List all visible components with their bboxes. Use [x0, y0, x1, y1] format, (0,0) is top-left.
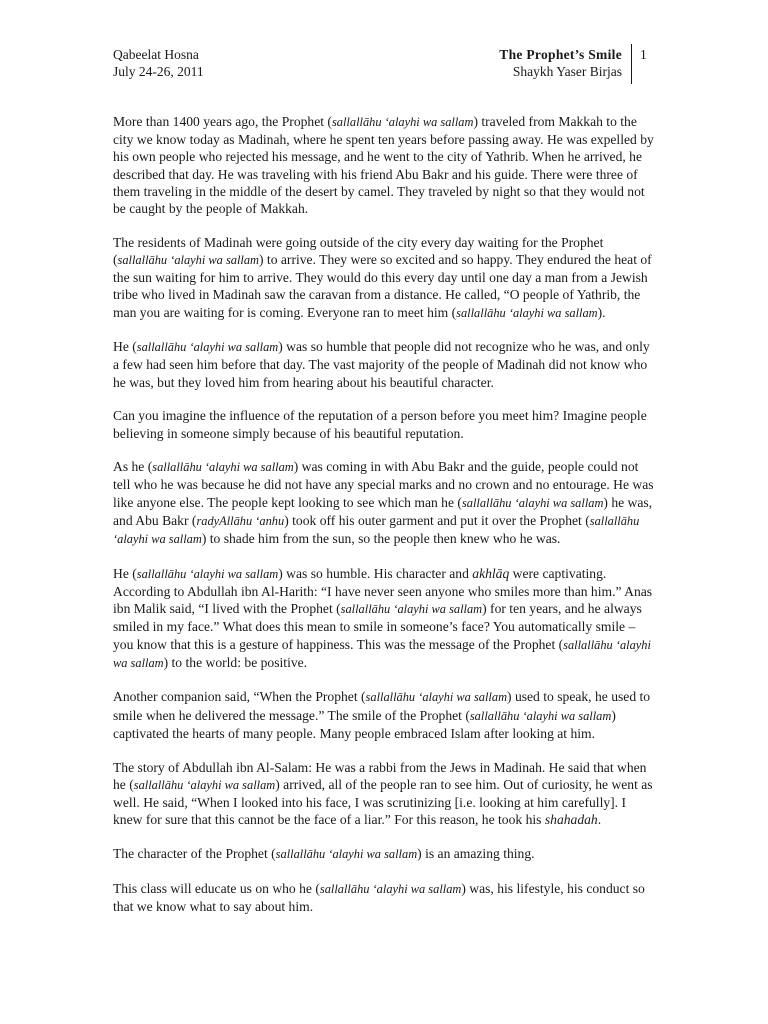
- honorific-text: sallallāhu ‘alayhi wa sallam: [340, 602, 483, 617]
- text-run: He (: [113, 339, 137, 355]
- honorific-text: sallallāhu ‘alayhi wa sallam: [113, 637, 651, 670]
- text-run: Can you imagine the influence of the reputation of a person before you meet him? Imagine people believing in someone simply because of his beautiful reputation.: [113, 408, 647, 441]
- text-run: This class will educate us on who he (: [113, 880, 320, 896]
- honorific-text: sallallāhu ‘alayhi wa sallam: [117, 252, 259, 267]
- page-number: 1: [640, 47, 647, 62]
- honorific-text: sallallāhu ‘alayhi wa sallam: [113, 513, 640, 547]
- header-date: July 24-26, 2011: [113, 64, 204, 79]
- honorific-text: sallallāhu ‘alayhi wa sallam: [469, 708, 612, 723]
- text-run: The character of the Prophet (: [113, 845, 276, 861]
- honorific-text: sallallāhu ‘alayhi wa sallam: [331, 115, 474, 129]
- text-run: He (: [113, 565, 137, 581]
- honorific-text: sallallāhu ‘alayhi wa sallam: [365, 690, 508, 705]
- text-run: Another companion said, “When the Prophet (: [113, 689, 366, 705]
- text-run: ) was so humble that people did not recognize who he was, and only a few had seen him before that day. The vast majority of the people of Madinah did not know who he was, but they loved him from hearing about his beautiful character.: [113, 339, 650, 390]
- text-run: ) to shade him from the sun, so the people then knew who he was.: [201, 531, 561, 547]
- text-run: The story of Abdullah ibn Al-Salam: He was a rabbi from the Jews in Madinah. He said that when he (: [113, 759, 647, 792]
- text-run: ) was so humble. His character and: [278, 565, 473, 581]
- body-text: [113, 113, 658, 932]
- text-run: ) used to speak, he used to smile when he delivered the message.” The smile of the Prophet (: [113, 689, 651, 723]
- text-run: As he (: [113, 459, 153, 475]
- text-run: ) for ten years, and he always smiled in my face.” What does this mean to smile in someone’s face? You automatically smile – you know that this is a gesture of happiness. This was the message of the Prophet (: [113, 601, 642, 652]
- honorific-text: sallallāhu ‘alayhi wa sallam: [319, 881, 462, 896]
- honorific-text: sallallāhu ‘alayhi wa sallam: [275, 846, 418, 861]
- text-run: More than 1400 years ago, the Prophet (: [113, 114, 332, 129]
- text-run: ) to arrive. They were so excited and so happy. They endured the heat of the sun waiting for him to arrive. They would do this every day until one day a man from a Jewish tribe who lived in Madinah saw the caravan from a distance. He called, “O people of Yathrib, the man you are waiting for is coming. Everyone ran to meet him (: [113, 251, 652, 320]
- italic-term: akhlāq: [472, 565, 510, 581]
- text-run: ) was, his lifestyle, his conduct so that we know what to say about him.: [113, 880, 645, 914]
- document-title: The Prophet’s Smile: [499, 47, 622, 62]
- header-speaker: Shaykh Yaser Birjas: [512, 64, 622, 79]
- text-run: ) arrived, all of the people ran to see him. Out of curiosity, he went as well. He said, “When I looked into his face, I was scrutinizing [i.e. looking at him carefully]. I knew for sure that this cannot be the face of a liar.” For this reason, he took his: [113, 776, 653, 828]
- text-run: ) captivated the hearts of many people. Many people embraced Islam after looking at him.: [113, 707, 616, 741]
- paragraph: [113, 407, 658, 441]
- paragraph: [113, 565, 658, 672]
- header-author: Qabeelat Hosna: [113, 47, 199, 62]
- header-divider: [631, 44, 632, 84]
- text-run: The residents of Madinah were going outside of the city every day waiting for the Prophet (: [113, 234, 604, 267]
- honorific-text: sallallāhu ‘alayhi wa sallam: [461, 495, 604, 510]
- honorific-text: sallallāhu ‘alayhi wa sallam: [136, 340, 279, 355]
- paragraph: [113, 759, 658, 829]
- paragraph: [113, 234, 658, 322]
- text-run: ) was coming in with Abu Bakr and the guide, people could not tell who he was because he did not have any special marks and no crown and no entourage. He was like anyone else. The people kept looking to see which man he (: [113, 459, 654, 510]
- honorific-text: sallallāhu ‘alayhi wa sallam: [136, 566, 279, 581]
- paragraph: [113, 338, 658, 391]
- text-run: .: [597, 812, 602, 828]
- honorific-text: radyAllāhu ‘anhu: [196, 513, 285, 528]
- honorific-text: sallallāhu ‘alayhi wa sallam: [152, 460, 294, 475]
- text-run: ).: [597, 304, 606, 320]
- italic-term: shahadah: [544, 812, 598, 828]
- header-right: [499, 46, 622, 80]
- paragraph: [113, 458, 658, 548]
- paragraph: [113, 688, 658, 742]
- text-run: were captivating. According to Abdullah ibn Al-Harith: “I have never seen anyone who smiles more than him.” Anas ibn Malik said, “I lived with the Prophet (: [113, 565, 653, 617]
- text-run: ) is an amazing thing.: [417, 845, 535, 861]
- paragraph: [113, 845, 658, 863]
- text-run: ) took off his outer garment and put it over the Prophet (: [284, 512, 590, 528]
- text-run: ) traveled from Makkah to the city we know today as Madinah, where he spent ten years before passing away. He was expelled by his own people who rejected his message, and he went to the city of Yathrib. When he arrived, he described that day. He was traveling with his friend Abu Bakr and his guide. There were three of them traveling in the middle of the desert by camel. They traveled by night so that they would not be caught by the people of Makkah.: [113, 114, 654, 217]
- header-left: [113, 46, 204, 80]
- text-run: ) to the world: be positive.: [163, 654, 308, 670]
- paragraph: [113, 113, 658, 217]
- paragraph: [113, 880, 658, 915]
- text-run: ) he was, and Abu Bakr (: [113, 494, 653, 528]
- honorific-text: sallallāhu ‘alayhi wa sallam: [456, 305, 598, 320]
- honorific-text: sallallāhu ‘alayhi wa sallam: [133, 777, 276, 792]
